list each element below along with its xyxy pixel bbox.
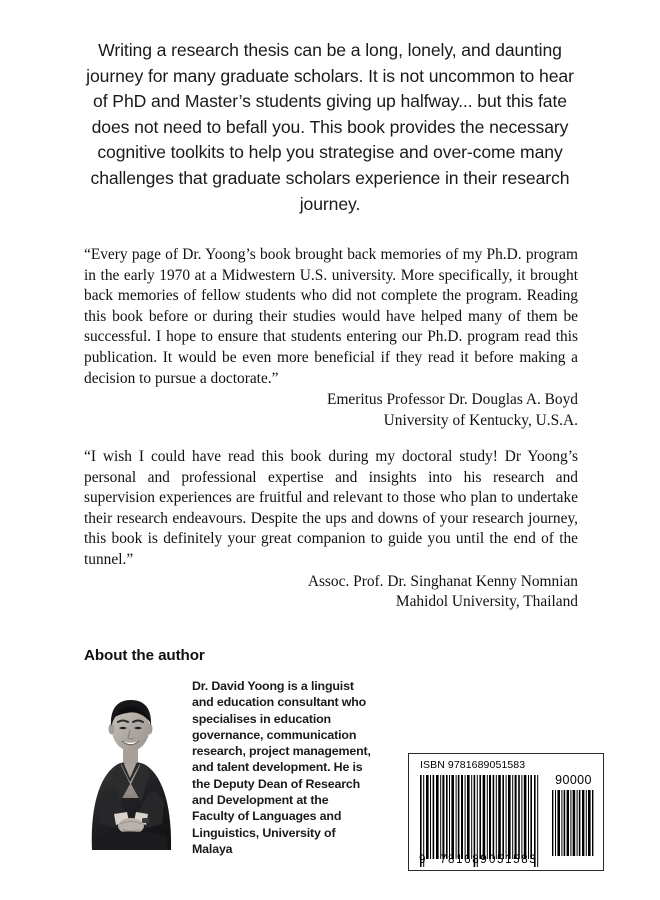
testimonial-1-attribution-name: Emeritus Professor Dr. Douglas A. Boyd [327, 391, 578, 409]
testimonial-2 [84, 447, 578, 613]
testimonial-1-attribution [84, 390, 578, 431]
ean-lead-digit: 9 [419, 853, 426, 866]
author-bio-text: Dr. David Yoong is a linguist and education consultant who specialises in education governance, communication research, project management, and talent development. He is the Deputy Dean of Research and Development at the Faculty of Languages and Linguistics, University of Malaya [192, 679, 371, 856]
testimonial-1-body: “Every page of Dr. Yoong’s book brought back memories of my Ph.D. program in the early 1970 at a Midwestern U.S. university. More specifically, it brought back memories of fellow students who did not complete the program. Reading this book before or during their studies would have helped many of them be successful. I hope to ensure that students entering our Ph.D. program read this publication. It would be even more beneficial if they read it before making a decision to pursue a doctorate.” [84, 246, 578, 387]
about-the-author-heading: About the author [84, 647, 205, 664]
testimonial-2-attribution-affiliation: Mahidol University, Thailand [395, 593, 578, 611]
isbn-label: ISBN 9781689051583 [420, 759, 526, 771]
ean-right-group-digits: 051583 [489, 853, 538, 866]
ean-left-group-digits: 781689 [440, 853, 489, 866]
testimonial-1 [84, 245, 578, 431]
isbn-barcode-block [408, 753, 604, 871]
back-cover-blurb: Writing a research thesis can be a long, lonely, and daunting journey for many graduate scholars. It is not uncommon to hear of PhD and Master’s students giving up halfway... but this fate does not need to befall you. This book provides the necessary cognitive toolkits to help you strategise and over-come many challenges that graduate scholars experience in their research journey. [86, 40, 574, 214]
author-portrait-photo [80, 678, 181, 850]
testimonial-2-attribution-name: Assoc. Prof. Dr. Singhanat Kenny Nomnian [307, 572, 578, 590]
testimonial-1-attribution-affiliation: University of Kentucky, U.S.A. [383, 411, 578, 429]
ean5-addon-barcode-icon [551, 790, 596, 856]
testimonial-2-attribution [84, 572, 578, 613]
testimonial-2-body: “I wish I could have read this book during my doctoral study! Dr Yoong’s personal and professional expertise and insights into his research and supervision experiences are fruitful and relevant to those who plan to undertake their research endeavours. Despite the ups and downs of your research journey, this book is definitely your great companion to guide you until the end of the tunnel.” [84, 448, 578, 568]
ean13-human-readable-digits [419, 853, 541, 867]
barcode-addon-digits: 90000 [555, 773, 592, 787]
